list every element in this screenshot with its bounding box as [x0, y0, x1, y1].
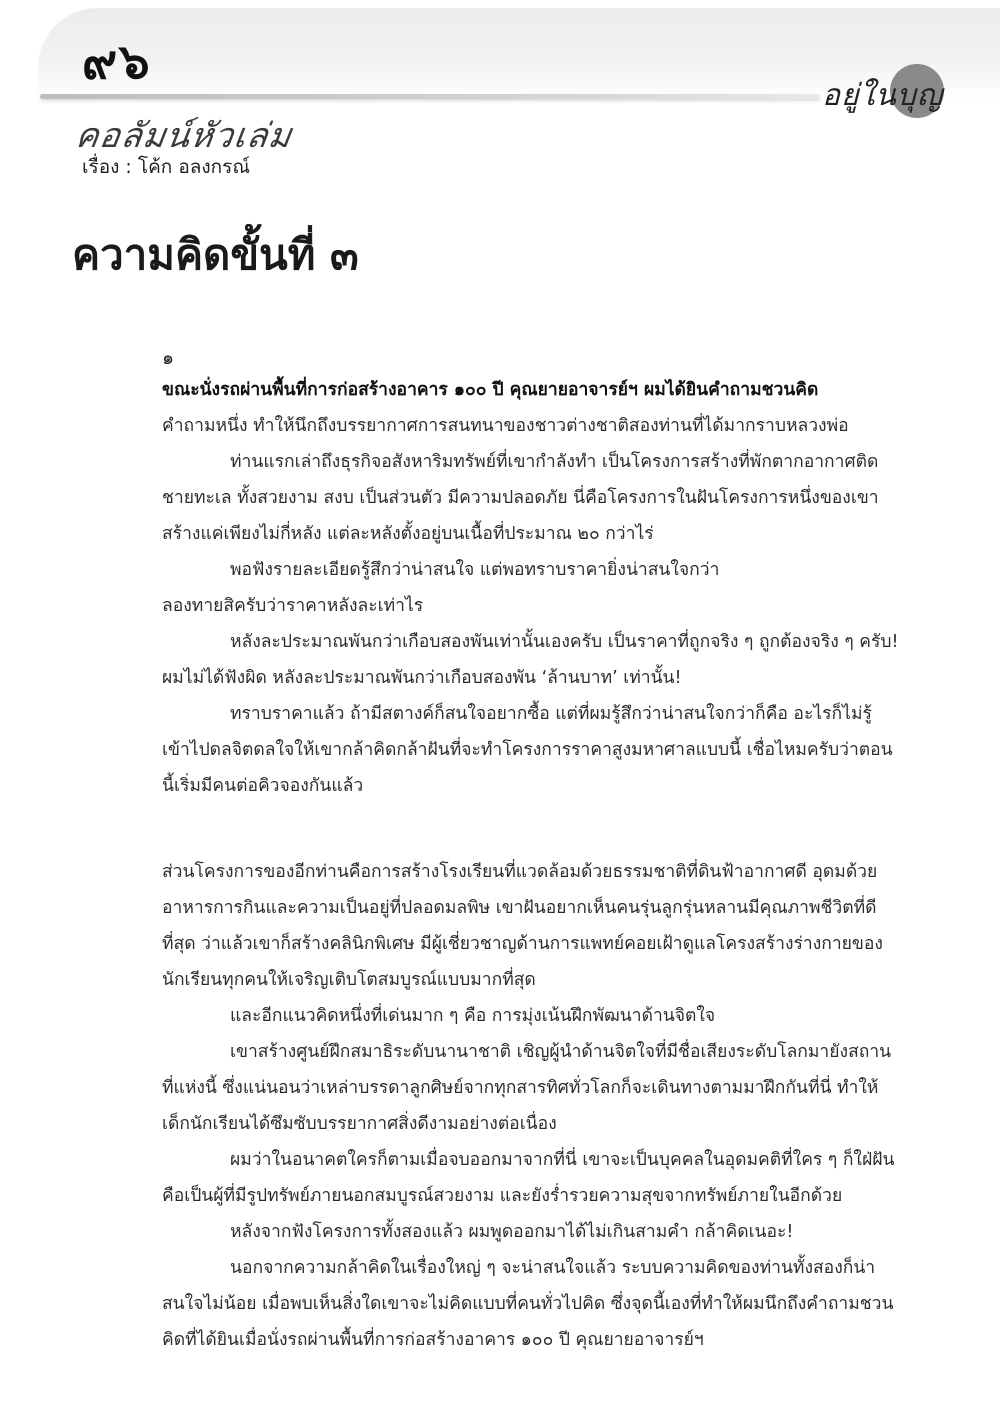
paragraph: นอกจากความกล้าคิดในเรื่องใหญ่ ๆ จะน่าสนใจแล้ว ระบบความคิดของท่านทั้งสองก็น่าสนใจไม่น้อย เมื่อพบเห็นสิ่งใดเขาจะไม่คิดแบบที่คนทั่วไปคิด ซึ่งจุดนี้เองที่ทำให้ผมนึกถึงคำถามชวนคิดที่ได้ยินเมื่อนั่งรถผ่านพื้นที่การก่อสร้างอาคาร ๑๐๐ ปี คุณยายอาจารย์ฯ: [162, 1258, 894, 1350]
article-title: ความคิดขั้นที่ ๓: [72, 230, 359, 279]
paragraph: พอฟังรายละเอียดรู้สึกว่าน่าสนใจ แต่พอทราบราคายิ่งน่าสนใจกว่า: [230, 560, 720, 580]
brand-logo-text: อยู่ในบุญ: [822, 78, 944, 113]
article-body: [162, 372, 902, 1358]
paragraph: หลังจากฟังโครงการทั้งสองแล้ว ผมพูดออกมาได้ไม่เกินสามคำ กล้าคิดเนอะ!: [230, 1222, 794, 1242]
byline: เรื่อง : โค้ก อลงกรณ์: [82, 156, 250, 178]
paragraph: หลังละประมาณพันกว่าเกือบสองพันเท่านั้นเองครับ เป็นราคาที่ถูกจริง ๆ ถูกต้องจริง ๆ ครับ! ผมไม่ได้ฟังผิด หลังละประมาณพันกว่าเกือบสองพัน ‘ล้านบาท’ เท่านั้น!: [162, 632, 899, 688]
column-signature: คอลัมน์หัวเล่ม: [73, 116, 295, 156]
paragraph-gap: [162, 804, 902, 854]
paragraph: ส่วนโครงการของอีกท่านคือการสร้างโรงเรียนที่แวดล้อมด้วยธรรมชาติที่ดินฟ้าอากาศดี อุดมด้วยอาหารการกินและความเป็นอยู่ที่ปลอดมลพิษ เขาฝันอยากเห็นคนรุ่นลูกรุ่นหลานมีคุณภาพชีวิตที่ดีที่สุด ว่าแล้วเขาก็สร้างคลินิกพิเศษ มีผู้เชี่ยวชาญด้านการแพทย์คอยเฝ้าดูแลโครงสร้างร่างกายของนักเรียนทุกคนให้เจริญเติบโตสมบูรณ์แบบมากที่สุด: [162, 862, 883, 990]
brand-logo: [818, 62, 948, 122]
paragraph: ผมว่าในอนาคตใครก็ตามเมื่อจบออกมาจากที่นี่ เขาจะเป็นบุคคลในอุดมคติที่ใคร ๆ ก็ใฝ่ฝัน คือเป็นผู้ที่มีรูปทรัพย์ภายนอกสมบูรณ์สวยงาม และยังร่ำรวยความสุขจากทรัพย์ภายในอีกด้วย: [162, 1150, 895, 1206]
header-rule: [40, 94, 820, 99]
paragraph: ท่านแรกเล่าถึงธุรกิจอสังหาริมทรัพย์ที่เขากำลังทำ เป็นโครงการสร้างที่พักตากอากาศติดชายทะเล ทั้งสวยงาม สงบ เป็นส่วนตัว มีความปลอดภัย นี่คือโครงการในฝันโครงการหนึ่งของเขา สร้างแค่เพียงไม่กี่หลัง แต่ละหลังตั้งอยู่บนเนื้อที่ประมาณ ๒๐ กว่าไร่: [162, 452, 879, 544]
paragraph: คำถามหนึ่ง ทำให้นึกถึงบรรยากาศการสนทนาของชาวต่างชาติสองท่านที่ได้มากราบหลวงพ่อ: [162, 416, 849, 436]
paragraph: ทราบราคาแล้ว ถ้ามีสตางค์ก็สนใจอยากซื้อ แต่ที่ผมรู้สึกว่าน่าสนใจกว่าก็คือ อะไรก็ไม่รู้เข้าไปดลจิตดลใจให้เขากล้าคิดกล้าฝันที่จะทำโครงการราคาสูงมหาศาลแบบนี้ เชื่อไหมครับว่าตอนนี้เริ่มมีคนต่อคิวจองกันแล้ว: [162, 704, 893, 796]
page-number: ๙๖: [82, 34, 152, 90]
section-number: ๑: [162, 347, 175, 369]
paragraph: ขณะนั่งรถผ่านพื้นที่การก่อสร้างอาคาร ๑๐๐ ปี คุณยายอาจารย์ฯ ผมได้ยินคำถามชวนคิด: [162, 380, 819, 400]
paragraph: และอีกแนวคิดหนึ่งที่เด่นมาก ๆ คือ การมุ่งเน้นฝึกพัฒนาด้านจิตใจ: [230, 1006, 716, 1026]
paragraph: เขาสร้างศูนย์ฝึกสมาธิระดับนานาชาติ เชิญผู้นำด้านจิตใจที่มีชื่อเสียงระดับโลกมายังสถานที่แห่งนี้ ซึ่งแน่นอนว่าเหล่าบรรดาลูกศิษย์จากทุกสารทิศทั่วโลกก็จะเดินทางตามมาฝึกกันที่นี่ ทำให้เด็กนักเรียนได้ซึมซับบรรยากาศสิ่งดีงามอย่างต่อเนื่อง: [162, 1042, 892, 1134]
paragraph: ลองทายสิครับว่าราคาหลังละเท่าไร: [162, 596, 424, 616]
